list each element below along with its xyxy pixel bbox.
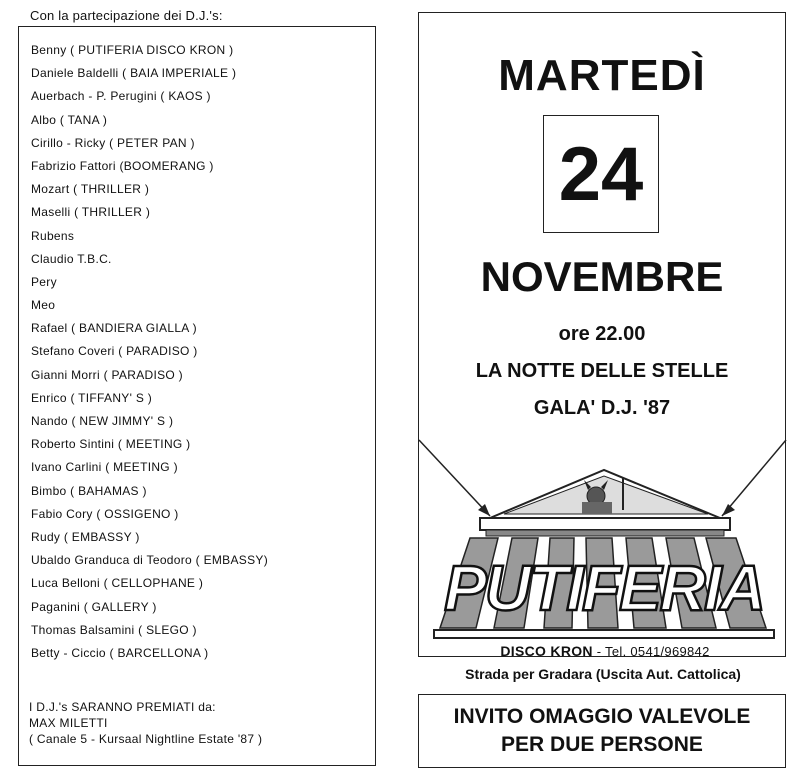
dj-item: Fabrizio Fattori (BOOMERANG ) <box>31 158 214 173</box>
dj-item: Benny ( PUTIFERIA DISCO KRON ) <box>31 43 234 57</box>
prize-heading: I D.J.'s SARANNO PREMIATI da: <box>29 700 216 714</box>
venue-address: Strada per Gradara (Uscita Aut. Cattolica) <box>465 666 741 682</box>
event-day: MARTEDÌ <box>498 51 706 100</box>
invite-box <box>418 694 786 768</box>
logo-wordmark: PUTIFERIA <box>444 552 764 624</box>
dj-item: Rudy ( EMBASSY ) <box>31 529 140 544</box>
dj-item: Daniele Baldelli ( BAIA IMPERIALE ) <box>31 66 237 81</box>
dj-item: Albo ( TANA ) <box>31 112 108 127</box>
dj-item: Cirillo - Ricky ( PETER PAN ) <box>31 135 195 150</box>
dj-item: Meo <box>31 298 56 313</box>
venue-phone: - Tel. 0541/969842 <box>596 644 710 659</box>
venue-name: DISCO KRON <box>500 643 593 659</box>
dj-item: Roberto Sintini ( MEETING ) <box>31 437 191 452</box>
dj-item: Ivano Carlini ( MEETING ) <box>31 460 178 475</box>
dj-item: Auerbach - P. Perugini ( KAOS ) <box>31 89 211 104</box>
dj-item: Claudio T.B.C. <box>31 251 112 266</box>
dj-item: Thomas Balsamini ( SLEGO ) <box>31 622 197 637</box>
dj-item: Ubaldo Granduca di Teodoro ( EMBASSY) <box>31 553 268 568</box>
dj-item: Pery <box>31 274 57 289</box>
dj-item: Nando ( NEW JIMMY' S ) <box>31 414 174 428</box>
dj-item: Luca Belloni ( CELLOPHANE ) <box>31 576 204 591</box>
event-title: LA NOTTE DELLE STELLE <box>475 360 729 382</box>
dj-item: Rubens <box>31 228 75 243</box>
dj-item: Gianni Morri ( PARADISO ) <box>31 367 183 382</box>
invite-line-2: PER DUE PERSONE <box>501 733 703 756</box>
participants-heading: Con la partecipazione dei D.J.'s: <box>30 8 223 23</box>
event-month: NOVEMBRE <box>480 253 724 300</box>
dj-item: Paganini ( GALLERY ) <box>31 599 157 614</box>
venue-line <box>422 643 788 659</box>
event-time: ore 22.00 <box>558 323 646 345</box>
prize-presenter: MAX MILETTI <box>29 716 108 730</box>
dj-item: Stefano Coveri ( PARADISO ) <box>31 344 198 359</box>
dj-item: Betty - Ciccio ( BARCELLONA ) <box>31 645 209 660</box>
invite-line-1: INVITO OMAGGIO VALEVOLE <box>453 705 751 728</box>
event-subtitle: GALA' D.J. '87 <box>533 397 671 419</box>
dj-item: Mozart ( THRILLER ) <box>31 182 150 197</box>
event-date: 24 <box>558 131 644 217</box>
temple-logo-icon <box>420 460 788 645</box>
dj-item: Fabio Cory ( OSSIGENO ) <box>31 506 179 521</box>
dj-item: Bimbo ( BAHAMAS ) <box>31 483 147 498</box>
dj-item: Rafael ( BANDIERA GIALLA ) <box>31 321 197 336</box>
prize-presenter-detail: ( Canale 5 - Kursaal Nightline Estate '87 ) <box>29 732 263 746</box>
dj-item: Enrico ( TIFFANY' S ) <box>31 390 153 405</box>
putiferia-logo <box>420 460 788 645</box>
dj-item: Maselli ( THRILLER ) <box>31 205 151 220</box>
